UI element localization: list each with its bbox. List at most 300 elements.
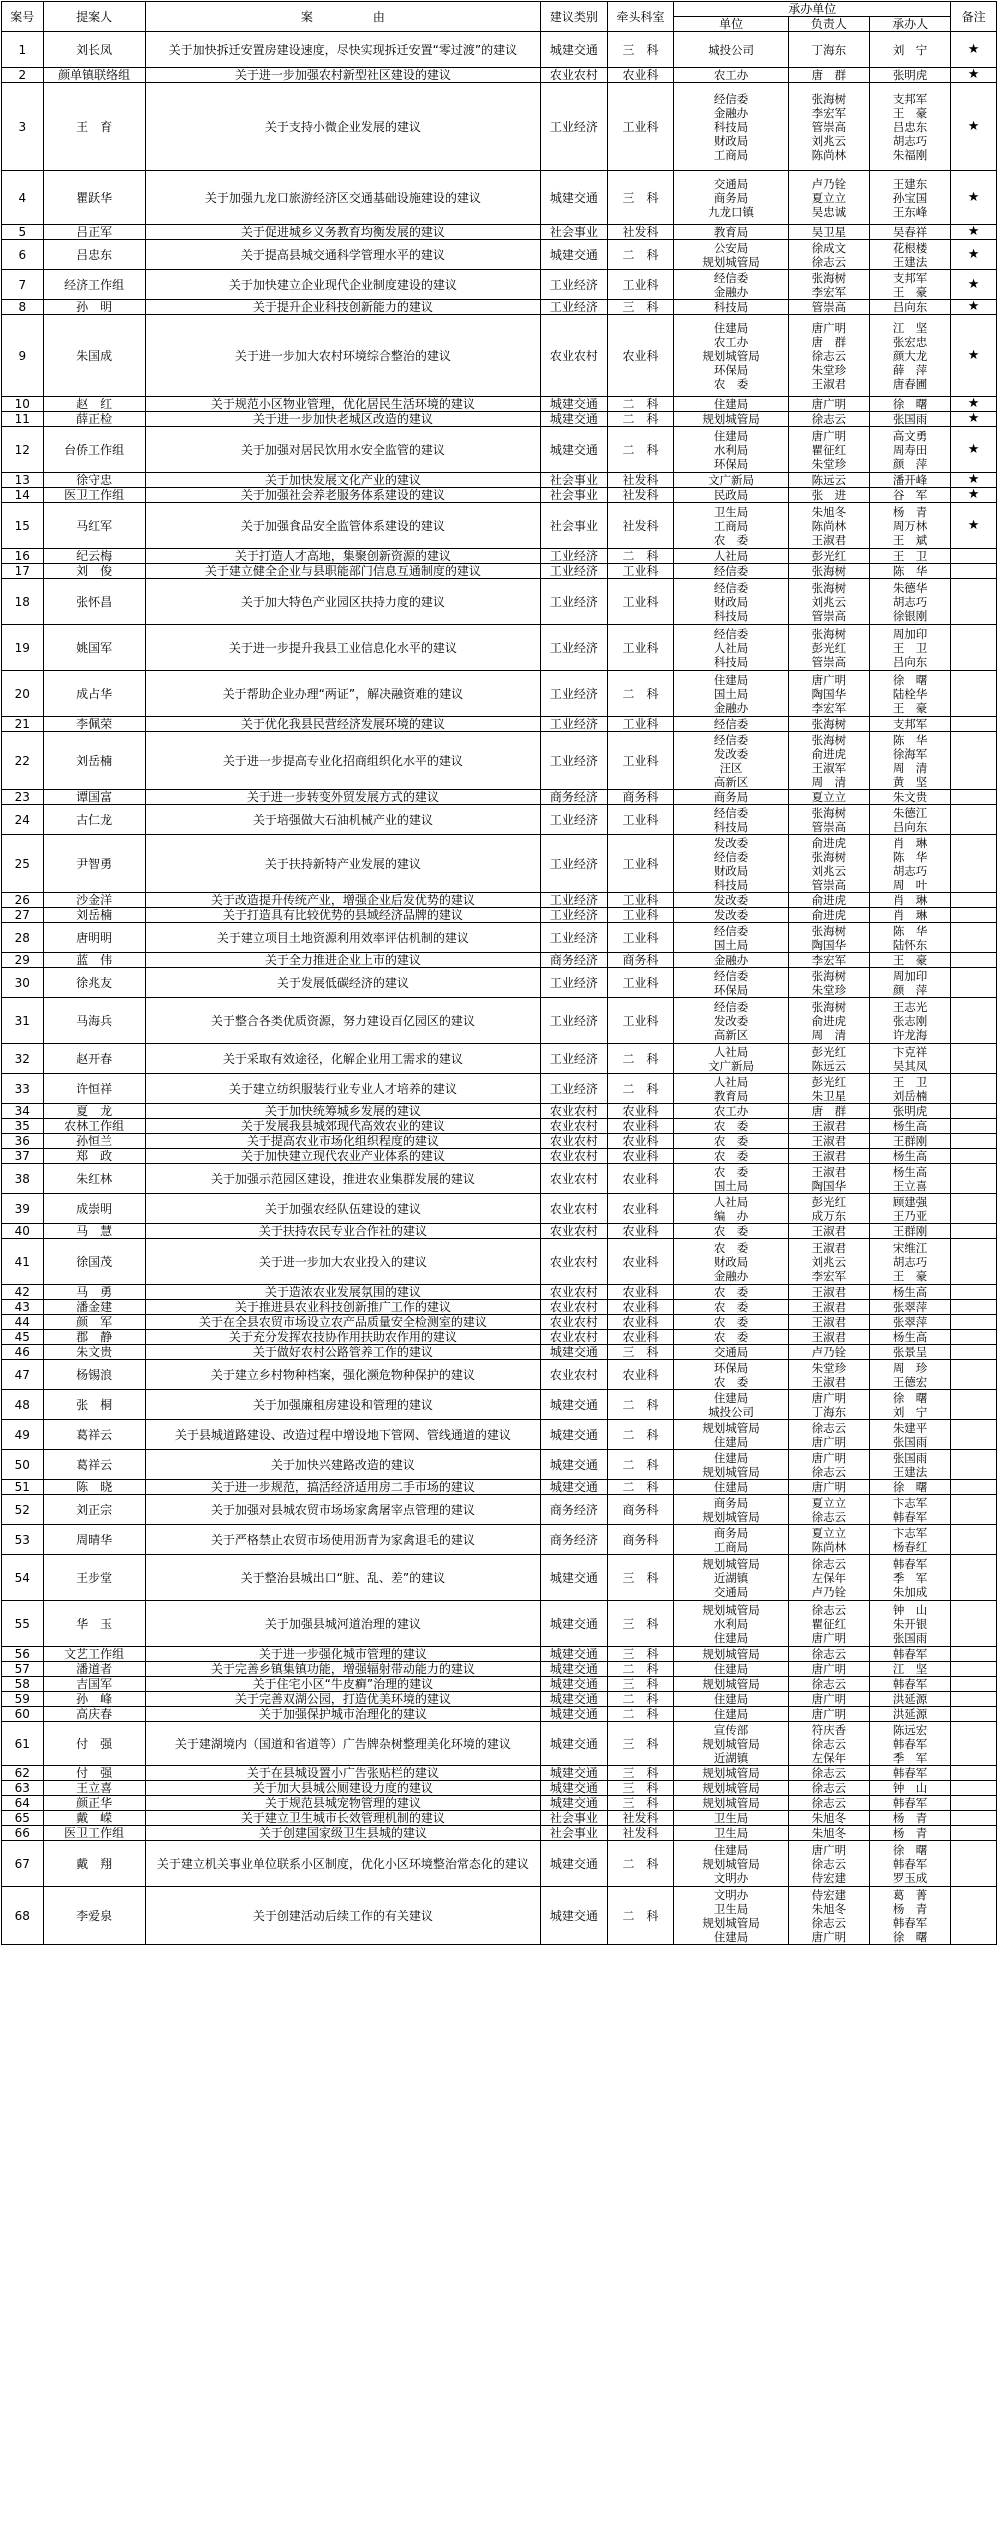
handling-units-line: 工商局 <box>713 518 749 533</box>
lead-office: 二 科 <box>607 1480 674 1495</box>
handlers-line: 周 清 <box>892 760 928 775</box>
handlers-line: 徐 曙 <box>892 1842 928 1857</box>
proposer: 付 强 <box>43 1766 145 1781</box>
handling-units-line: 住建局 <box>713 1707 749 1721</box>
handling-units <box>674 579 788 625</box>
table-row <box>2 1104 997 1119</box>
lead-office: 二 科 <box>607 412 674 427</box>
responsible-persons-line: 李宏军 <box>811 1268 847 1283</box>
category: 农业农村 <box>541 1149 608 1164</box>
table-row <box>2 412 997 427</box>
subject: 关于做好农村公路管养工作的建议 <box>145 1345 541 1360</box>
handlers-line: 支邦军 <box>892 717 928 731</box>
case-number: 15 <box>2 503 44 549</box>
handling-units-line: 住建局 <box>713 672 749 687</box>
handlers-line: 朱德华 <box>892 580 928 595</box>
subject: 关于加强示范园区建设，推进农业集群发展的建议 <box>145 1164 541 1194</box>
handlers-line: 张明虎 <box>892 68 928 82</box>
responsible-persons-line: 张海树 <box>811 968 847 983</box>
handlers <box>869 717 950 732</box>
handlers <box>869 1692 950 1707</box>
responsible-persons-line: 徐志云 <box>811 1766 847 1780</box>
handling-units-line: 财政局 <box>713 133 749 148</box>
case-number: 16 <box>2 549 44 564</box>
responsible-persons-line: 王淑君 <box>811 1285 847 1299</box>
subject: 关于加强九龙口旅游经济区交通基础设施建设的建议 <box>145 171 541 225</box>
handling-units <box>674 1707 788 1722</box>
handling-units-line: 工商局 <box>713 1539 749 1554</box>
responsible-persons-line: 陶国华 <box>811 686 847 701</box>
handlers <box>869 473 950 488</box>
subject: 关于建立卫生城市长效管理机制的建议 <box>145 1811 541 1826</box>
handling-units-line: 教育局 <box>713 1088 749 1103</box>
subject: 关于加强保护城市治理化的建议 <box>145 1707 541 1722</box>
handling-units <box>674 1647 788 1662</box>
lead-office: 工业科 <box>607 83 674 171</box>
table-row <box>2 1841 997 1887</box>
handlers-line: 刘 宁 <box>892 1404 928 1419</box>
handling-units-line: 水利局 <box>713 442 749 457</box>
handling-units <box>674 83 788 171</box>
responsible-persons <box>788 1149 869 1164</box>
lead-office: 商务科 <box>607 953 674 968</box>
category: 工业经济 <box>541 1044 608 1074</box>
table-row <box>2 953 997 968</box>
proposal-table-body <box>2 32 997 1945</box>
handling-units <box>674 908 788 923</box>
responsible-persons-line: 王淑君 <box>811 1330 847 1344</box>
remark <box>951 1766 997 1781</box>
case-number: 33 <box>2 1074 44 1104</box>
category: 城建交通 <box>541 1707 608 1722</box>
responsible-persons-line: 丁海东 <box>811 42 847 57</box>
handlers-line: 洪延源 <box>892 1692 928 1706</box>
responsible-persons-line: 徐志云 <box>811 1464 847 1479</box>
category: 农业农村 <box>541 1360 608 1390</box>
lead-office: 工业科 <box>607 968 674 998</box>
table-row <box>2 1119 997 1134</box>
handling-units-line: 农 委 <box>713 1330 749 1344</box>
handlers-line: 吴春祥 <box>892 225 928 239</box>
proposer: 尹智勇 <box>43 835 145 893</box>
handlers-line: 杨 青 <box>892 1901 928 1916</box>
responsible-persons-line: 唐 群 <box>811 334 847 349</box>
subject: 关于加强食品安全监管体系建设的建议 <box>145 503 541 549</box>
responsible-persons-line: 唐广明 <box>811 397 847 411</box>
proposer: 刘正宗 <box>43 1495 145 1525</box>
subject: 关于完善乡镇集镇功能，增强辐射带动能力的建议 <box>145 1662 541 1677</box>
remark <box>951 1044 997 1074</box>
handling-units <box>674 1194 788 1224</box>
table-row <box>2 671 997 717</box>
case-number: 13 <box>2 473 44 488</box>
responsible-persons-line: 管崇高 <box>811 119 847 134</box>
handlers-line: 吕向东 <box>892 819 928 834</box>
responsible-persons <box>788 1345 869 1360</box>
responsible-persons-line: 张海树 <box>811 805 847 820</box>
subject: 关于优化我县民营经济发展环境的建议 <box>145 717 541 732</box>
responsible-persons-line: 唐广明 <box>811 1929 847 1944</box>
case-number: 55 <box>2 1601 44 1647</box>
handlers <box>869 1134 950 1149</box>
remark <box>951 953 997 968</box>
handlers-line: 周加印 <box>892 968 928 983</box>
remark <box>951 579 997 625</box>
responsible-persons <box>788 1707 869 1722</box>
table-row <box>2 805 997 835</box>
table-row <box>2 1692 997 1707</box>
handlers-line: 朱开银 <box>892 1616 928 1631</box>
handlers-line: 钟 山 <box>892 1602 928 1617</box>
handling-units-line: 编 办 <box>713 1208 749 1223</box>
header-responsible: 负责人 <box>788 17 869 32</box>
proposer: 张 桐 <box>43 1390 145 1420</box>
proposer: 孙恒兰 <box>43 1134 145 1149</box>
handling-units-line: 宣传部 <box>713 1722 749 1737</box>
handling-units-line: 城投公司 <box>708 1404 755 1419</box>
subject: 关于住宅小区“牛皮癣”治理的建议 <box>145 1677 541 1692</box>
responsible-persons-line: 左保年 <box>811 1570 847 1585</box>
category: 城建交通 <box>541 1796 608 1811</box>
proposer: 农林工作组 <box>43 1119 145 1134</box>
handlers-line: 韩春军 <box>892 1556 928 1571</box>
case-number: 17 <box>2 564 44 579</box>
category: 城建交通 <box>541 1662 608 1677</box>
remark: ★ <box>951 412 997 427</box>
lead-office: 农业科 <box>607 1300 674 1315</box>
case-number: 25 <box>2 835 44 893</box>
handling-units <box>674 171 788 225</box>
handling-units <box>674 1224 788 1239</box>
handling-units <box>674 1360 788 1390</box>
remark <box>951 717 997 732</box>
handling-units-line: 农 委 <box>713 1119 749 1133</box>
responsible-persons-line: 唐广明 <box>811 320 847 335</box>
category: 城建交通 <box>541 1781 608 1796</box>
responsible-persons-line: 卢乃铨 <box>811 1584 847 1599</box>
lead-office: 农业科 <box>607 1239 674 1285</box>
subject: 关于在全县农贸市场设立农产品质量安全检测室的建议 <box>145 1315 541 1330</box>
subject: 关于严格禁止农贸市场使用沥青为家禽退毛的建议 <box>145 1525 541 1555</box>
handlers-line: 钟 山 <box>892 1781 928 1795</box>
handlers <box>869 1119 950 1134</box>
subject: 关于发展我县城郊现代高效农业的建议 <box>145 1119 541 1134</box>
responsible-persons <box>788 805 869 835</box>
responsible-persons <box>788 1525 869 1555</box>
lead-office: 农业科 <box>607 1315 674 1330</box>
handling-units-line: 住建局 <box>713 1480 749 1494</box>
handling-units-line: 国土局 <box>713 686 749 701</box>
responsible-persons-line: 张海树 <box>811 732 847 747</box>
handlers-line: 孙宝国 <box>892 190 928 205</box>
handlers-line: 张宏忠 <box>892 334 928 349</box>
handling-units-line: 商务局 <box>713 1495 749 1510</box>
responsible-persons <box>788 1480 869 1495</box>
handlers-line: 陈 华 <box>892 564 928 578</box>
handlers-line: 洪延源 <box>892 1707 928 1721</box>
table-row <box>2 1480 997 1495</box>
proposer: 马红军 <box>43 503 145 549</box>
subject: 关于加强对居民饮用水安全监管的建议 <box>145 427 541 473</box>
responsible-persons-line: 俞进虎 <box>811 746 847 761</box>
handling-units-line: 农 委 <box>713 1285 749 1299</box>
remark <box>951 1480 997 1495</box>
lead-office: 社发科 <box>607 1811 674 1826</box>
responsible-persons <box>788 1662 869 1677</box>
category: 农业农村 <box>541 1300 608 1315</box>
case-number: 38 <box>2 1164 44 1194</box>
handling-units <box>674 315 788 397</box>
table-row <box>2 1601 997 1647</box>
lead-office: 商务科 <box>607 1495 674 1525</box>
lead-office: 工业科 <box>607 923 674 953</box>
proposer: 戴 嵘 <box>43 1811 145 1826</box>
handlers <box>869 1300 950 1315</box>
remark: ★ <box>951 32 997 68</box>
handling-units-line: 住建局 <box>713 1662 749 1676</box>
category: 城建交通 <box>541 427 608 473</box>
responsible-persons-line: 李宏军 <box>811 105 847 120</box>
handling-units-line: 住建局 <box>713 397 749 411</box>
handlers-line: 王 豪 <box>892 953 928 967</box>
case-number: 29 <box>2 953 44 968</box>
handlers-line: 张志刚 <box>892 1013 928 1028</box>
handlers <box>869 1420 950 1450</box>
handlers <box>869 1345 950 1360</box>
responsible-persons-line: 夏立立 <box>811 790 847 804</box>
category: 城建交通 <box>541 1390 608 1420</box>
handling-units-line: 规划城管局 <box>702 1915 760 1930</box>
case-number: 30 <box>2 968 44 998</box>
table-row <box>2 1044 997 1074</box>
handlers-line: 张明虎 <box>892 1104 928 1118</box>
responsible-persons <box>788 1826 869 1841</box>
case-number: 60 <box>2 1707 44 1722</box>
proposer: 王 育 <box>43 83 145 171</box>
case-number: 5 <box>2 225 44 240</box>
category: 农业农村 <box>541 1285 608 1300</box>
handlers-line: 韩春军 <box>892 1796 928 1810</box>
proposer: 朱文贵 <box>43 1345 145 1360</box>
subject: 关于进一步转变外贸发展方式的建议 <box>145 790 541 805</box>
handling-units-line: 工商局 <box>713 147 749 162</box>
handling-units-line: 住建局 <box>713 1390 749 1405</box>
handlers <box>869 1104 950 1119</box>
handling-units-line: 农工办 <box>713 68 749 82</box>
handlers-line: 江 坚 <box>892 1662 928 1676</box>
table-row <box>2 1194 997 1224</box>
subject: 关于促进城乡义务教育均衡发展的建议 <box>145 225 541 240</box>
handlers-line: 朱文贵 <box>892 790 928 804</box>
case-number: 58 <box>2 1677 44 1692</box>
handlers-line: 杨生高 <box>892 1285 928 1299</box>
handlers-line: 颜大龙 <box>892 348 928 363</box>
handling-units-line: 国土局 <box>713 937 749 952</box>
handlers <box>869 549 950 564</box>
table-row <box>2 1224 997 1239</box>
remark <box>951 1360 997 1390</box>
lead-office: 二 科 <box>607 1450 674 1480</box>
table-row <box>2 427 997 473</box>
proposer: 成崇明 <box>43 1194 145 1224</box>
remark <box>951 1722 997 1766</box>
handlers <box>869 300 950 315</box>
proposer: 陈 晓 <box>43 1480 145 1495</box>
handlers-line: 肖 琳 <box>892 893 928 907</box>
lead-office: 三 科 <box>607 300 674 315</box>
handlers-line: 陆栓华 <box>892 686 928 701</box>
handling-units-line: 经信委 <box>713 626 749 641</box>
case-number: 36 <box>2 1134 44 1149</box>
handlers-line: 刘 宁 <box>892 42 928 57</box>
handlers-line: 葛 菁 <box>892 1887 928 1902</box>
handlers <box>869 1722 950 1766</box>
table-row <box>2 1722 997 1766</box>
handlers-line: 周寿田 <box>892 442 928 457</box>
handlers-line: 杨 青 <box>892 1826 928 1840</box>
handling-units <box>674 968 788 998</box>
handling-units <box>674 1826 788 1841</box>
lead-office: 社发科 <box>607 225 674 240</box>
handling-units <box>674 1315 788 1330</box>
handlers <box>869 1074 950 1104</box>
handlers-line: 许龙海 <box>892 1027 928 1042</box>
handling-units <box>674 32 788 68</box>
lead-office: 二 科 <box>607 427 674 473</box>
handlers <box>869 998 950 1044</box>
subject: 关于完善双湖公园，打造优美环境的建议 <box>145 1692 541 1707</box>
table-row <box>2 1796 997 1811</box>
handling-units-line: 金融办 <box>713 700 749 715</box>
handling-units-line: 人社局 <box>713 1044 749 1059</box>
lead-office: 农业科 <box>607 1164 674 1194</box>
proposer: 文艺工作组 <box>43 1647 145 1662</box>
proposer: 马 勇 <box>43 1285 145 1300</box>
handlers <box>869 427 950 473</box>
handlers <box>869 968 950 998</box>
handling-units-line: 农 委 <box>713 1240 749 1255</box>
handlers <box>869 1450 950 1480</box>
handlers-line: 王德宏 <box>892 1374 928 1389</box>
lead-office: 三 科 <box>607 1647 674 1662</box>
handlers-line: 刘岳楠 <box>892 1088 928 1103</box>
category: 城建交通 <box>541 1722 608 1766</box>
proposer: 医卫工作组 <box>43 1826 145 1841</box>
proposer: 唐明明 <box>43 923 145 953</box>
handling-units-line: 卫生局 <box>713 1811 749 1825</box>
handling-units-line: 环保局 <box>713 982 749 997</box>
table-row <box>2 473 997 488</box>
subject: 关于提高县城交通科学管理水平的建议 <box>145 240 541 270</box>
handling-units-line: 近湖镇 <box>713 1570 749 1585</box>
subject: 关于建立项目土地资源利用效率评估机制的建议 <box>145 923 541 953</box>
proposer: 赵开春 <box>43 1044 145 1074</box>
handling-units <box>674 1811 788 1826</box>
responsible-persons <box>788 300 869 315</box>
lead-office: 社发科 <box>607 473 674 488</box>
responsible-persons-line: 朱堂珍 <box>811 362 847 377</box>
handling-units-line: 农工办 <box>713 1104 749 1118</box>
category: 农业农村 <box>541 68 608 83</box>
handlers <box>869 1480 950 1495</box>
handling-units-line: 规划城管局 <box>702 1856 760 1871</box>
handlers <box>869 564 950 579</box>
responsible-persons-line: 王淑君 <box>811 1224 847 1238</box>
handling-units-line: 环保局 <box>713 456 749 471</box>
handlers-line: 杨生高 <box>892 1164 928 1179</box>
subject: 关于加快拆迁安置房建设速度，尽快实现拆迁安置“零过渡”的建议 <box>145 32 541 68</box>
subject: 关于整合各类优质资源，努力建设百亿园区的建议 <box>145 998 541 1044</box>
lead-office: 商务科 <box>607 1525 674 1555</box>
handlers <box>869 1194 950 1224</box>
remark: ★ <box>951 270 997 300</box>
handlers <box>869 1647 950 1662</box>
case-number: 67 <box>2 1841 44 1887</box>
handling-units-line: 科技局 <box>713 608 749 623</box>
case-number: 49 <box>2 1420 44 1450</box>
category: 城建交通 <box>541 1345 608 1360</box>
responsible-persons <box>788 893 869 908</box>
category: 工业经济 <box>541 549 608 564</box>
case-number: 28 <box>2 923 44 953</box>
proposer: 周晴华 <box>43 1525 145 1555</box>
handling-units-line: 发改委 <box>713 1013 749 1028</box>
proposer: 刘岳楠 <box>43 908 145 923</box>
handling-units <box>674 1692 788 1707</box>
proposer: 潘道者 <box>43 1662 145 1677</box>
responsible-persons-line: 丁海东 <box>811 1404 847 1419</box>
table-row <box>2 503 997 549</box>
responsible-persons-line: 徐志云 <box>811 1796 847 1810</box>
lead-office: 农业科 <box>607 1360 674 1390</box>
handling-units <box>674 998 788 1044</box>
proposer: 刘长凤 <box>43 32 145 68</box>
subject: 关于加强对县城农贸市场场家禽屠宰点管理的建议 <box>145 1495 541 1525</box>
handling-units-line: 农 委 <box>713 1300 749 1314</box>
table-row <box>2 1360 997 1390</box>
proposer: 朱国成 <box>43 315 145 397</box>
subject: 关于加快发展文化产业的建议 <box>145 473 541 488</box>
handlers <box>869 671 950 717</box>
subject: 关于加强社会养老服务体系建设的建议 <box>145 488 541 503</box>
proposer: 古仁龙 <box>43 805 145 835</box>
responsible-persons <box>788 1841 869 1887</box>
category: 农业农村 <box>541 1239 608 1285</box>
subject: 关于扶持农民专业合作社的建议 <box>145 1224 541 1239</box>
handlers <box>869 923 950 953</box>
subject: 关于造浓农业发展氛围的建议 <box>145 1285 541 1300</box>
handling-units <box>674 717 788 732</box>
proposer: 李佩荣 <box>43 717 145 732</box>
responsible-persons-line: 周 清 <box>811 1027 847 1042</box>
responsible-persons-line: 陈尚林 <box>811 1539 847 1554</box>
handling-units-line: 交通局 <box>713 176 749 191</box>
handlers-line: 王建法 <box>892 254 928 269</box>
responsible-persons-line: 管崇高 <box>811 819 847 834</box>
handling-units <box>674 1420 788 1450</box>
responsible-persons-line: 徐志云 <box>811 1915 847 1930</box>
responsible-persons-line: 俞进虎 <box>811 1013 847 1028</box>
handlers-line: 颜 萍 <box>892 456 928 471</box>
responsible-persons <box>788 1647 869 1662</box>
handlers-line: 张国雨 <box>892 1450 928 1465</box>
remark <box>951 1390 997 1420</box>
lead-office: 社发科 <box>607 1826 674 1841</box>
handling-units-line: 住建局 <box>713 1450 749 1465</box>
handling-units-line: 发改委 <box>713 893 749 907</box>
handlers <box>869 1525 950 1555</box>
handlers-line: 肖 琳 <box>892 835 928 850</box>
